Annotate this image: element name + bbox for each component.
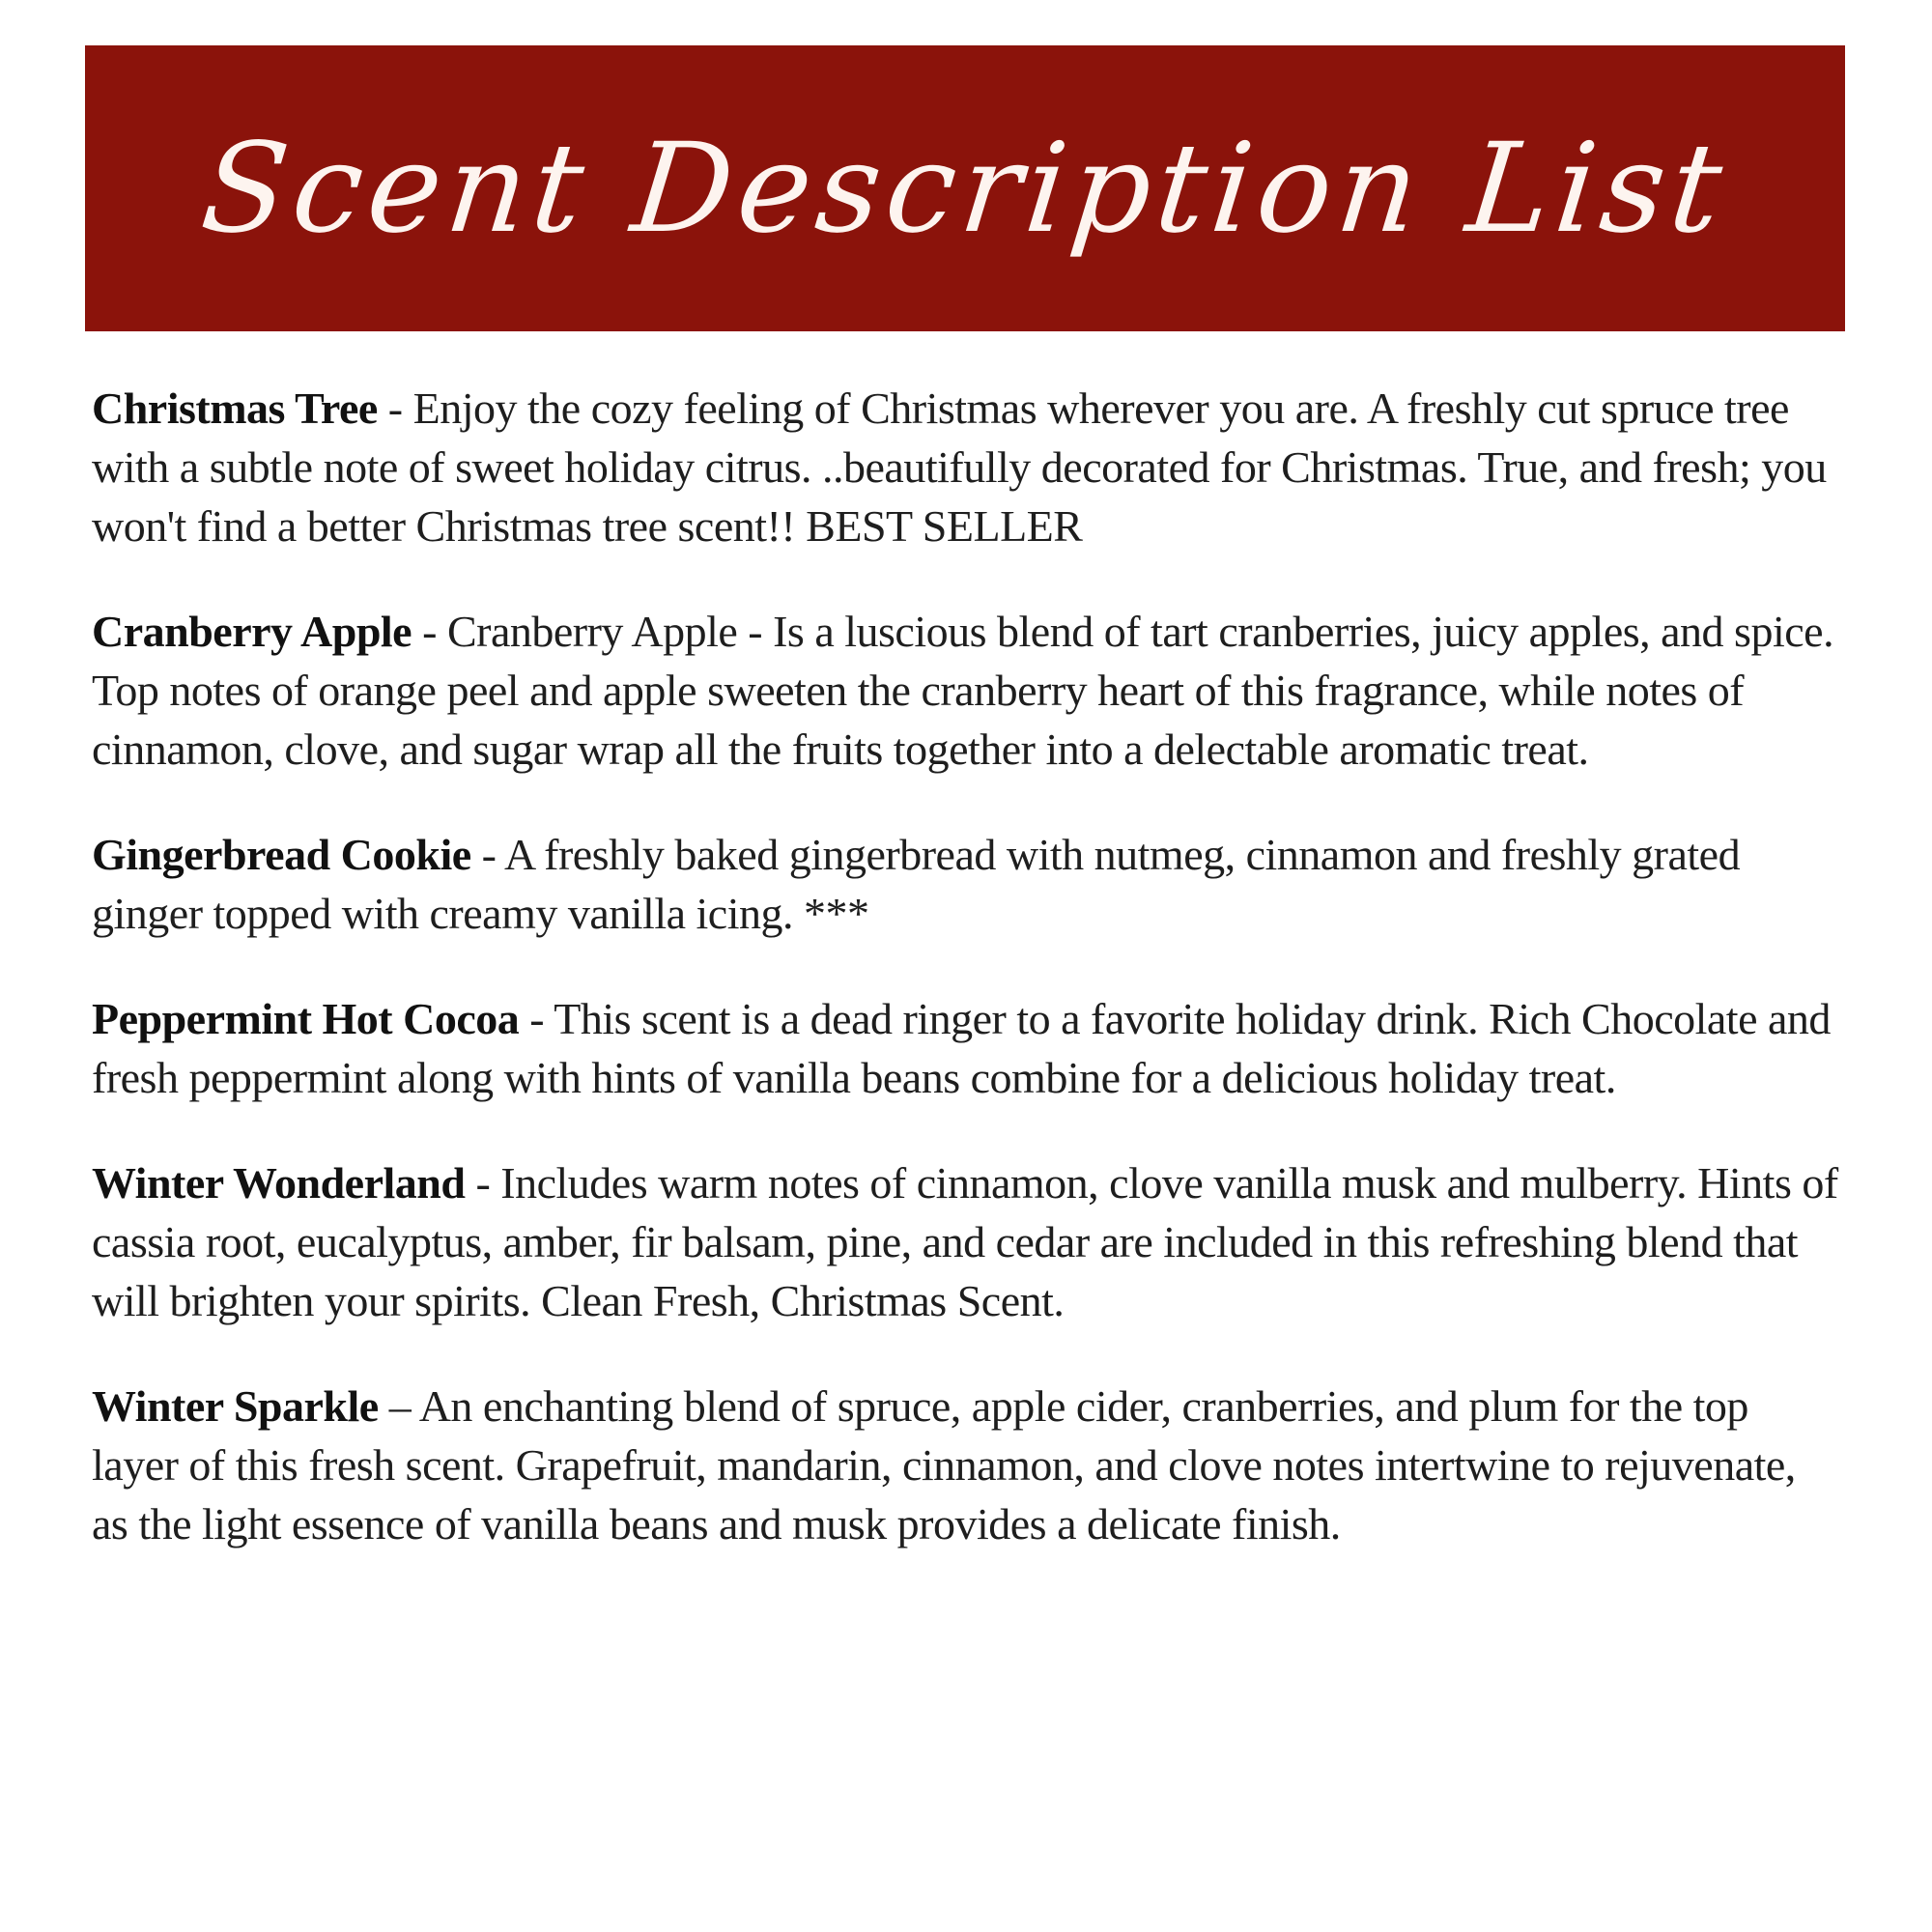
scent-name: Winter Wonderland bbox=[92, 1158, 466, 1208]
scent-description: Enjoy the cozy feeling of Christmas wherever you are. A freshly cut spruce tree with a subtle note of sweet holiday citrus. ..beautifully decorated for Christmas. True, and fresh; you won't find a better Christmas tree scent!! BEST SELLER bbox=[92, 384, 1827, 551]
scent-description: Includes warm notes of cinnamon, clove vanilla musk and mulberry. Hints of cassia root, eucalyptus, amber, fir balsam, pine, and cedar are included in this refreshing blend that will brighten your spirits. Clean Fresh, Christmas Scent. bbox=[92, 1158, 1838, 1325]
scent-item-winter-sparkle bbox=[92, 1377, 1842, 1553]
scent-description: This scent is a dead ringer to a favorite holiday drink. Rich Chocolate and fresh peppermint along with hints of vanilla beans combine for a delicious holiday treat. bbox=[92, 994, 1831, 1102]
scent-name: Christmas Tree bbox=[92, 384, 378, 433]
scent-separator: - bbox=[377, 384, 413, 433]
scent-item-cranberry-apple bbox=[92, 602, 1842, 779]
scent-item-christmas-tree bbox=[92, 379, 1842, 555]
scent-name: Gingerbread Cookie bbox=[92, 830, 471, 879]
page-title: Scent Description List bbox=[195, 116, 1735, 261]
scent-name: Peppermint Hot Cocoa bbox=[92, 994, 520, 1043]
scent-separator: - bbox=[519, 994, 554, 1043]
scent-separator: - bbox=[465, 1158, 501, 1208]
scent-item-peppermint-hot-cocoa bbox=[92, 989, 1842, 1107]
scent-description: Cranberry Apple - Is a luscious blend of tart cranberries, juicy apples, and spice. Top notes of orange peel and apple sweeten the cranberry heart of this fragrance, while notes of cinnamon, clove, and sugar wrap all the fruits together into a delectable aromatic treat. bbox=[92, 607, 1834, 774]
scent-description: An enchanting blend of spruce, apple cider, cranberries, and plum for the top layer of this fresh scent. Grapefruit, mandarin, cinnamon, and clove notes intertwine to rejuvenate, as the light essence of vanilla beans and musk provides a delicate finish. bbox=[92, 1381, 1796, 1548]
scent-description: A freshly baked gingerbread with nutmeg, cinnamon and freshly grated ginger topped with creamy vanilla icing. *** bbox=[92, 830, 1741, 938]
scent-item-winter-wonderland bbox=[92, 1153, 1842, 1330]
scent-separator: - bbox=[470, 830, 504, 879]
scent-separator: - bbox=[412, 607, 447, 656]
scent-item-gingerbread-cookie bbox=[92, 825, 1842, 943]
scent-name: Cranberry Apple bbox=[92, 607, 412, 656]
header-banner bbox=[85, 45, 1845, 331]
scent-name: Winter Sparkle bbox=[92, 1381, 379, 1431]
scent-list bbox=[92, 379, 1842, 1600]
scent-separator: – bbox=[378, 1381, 419, 1431]
